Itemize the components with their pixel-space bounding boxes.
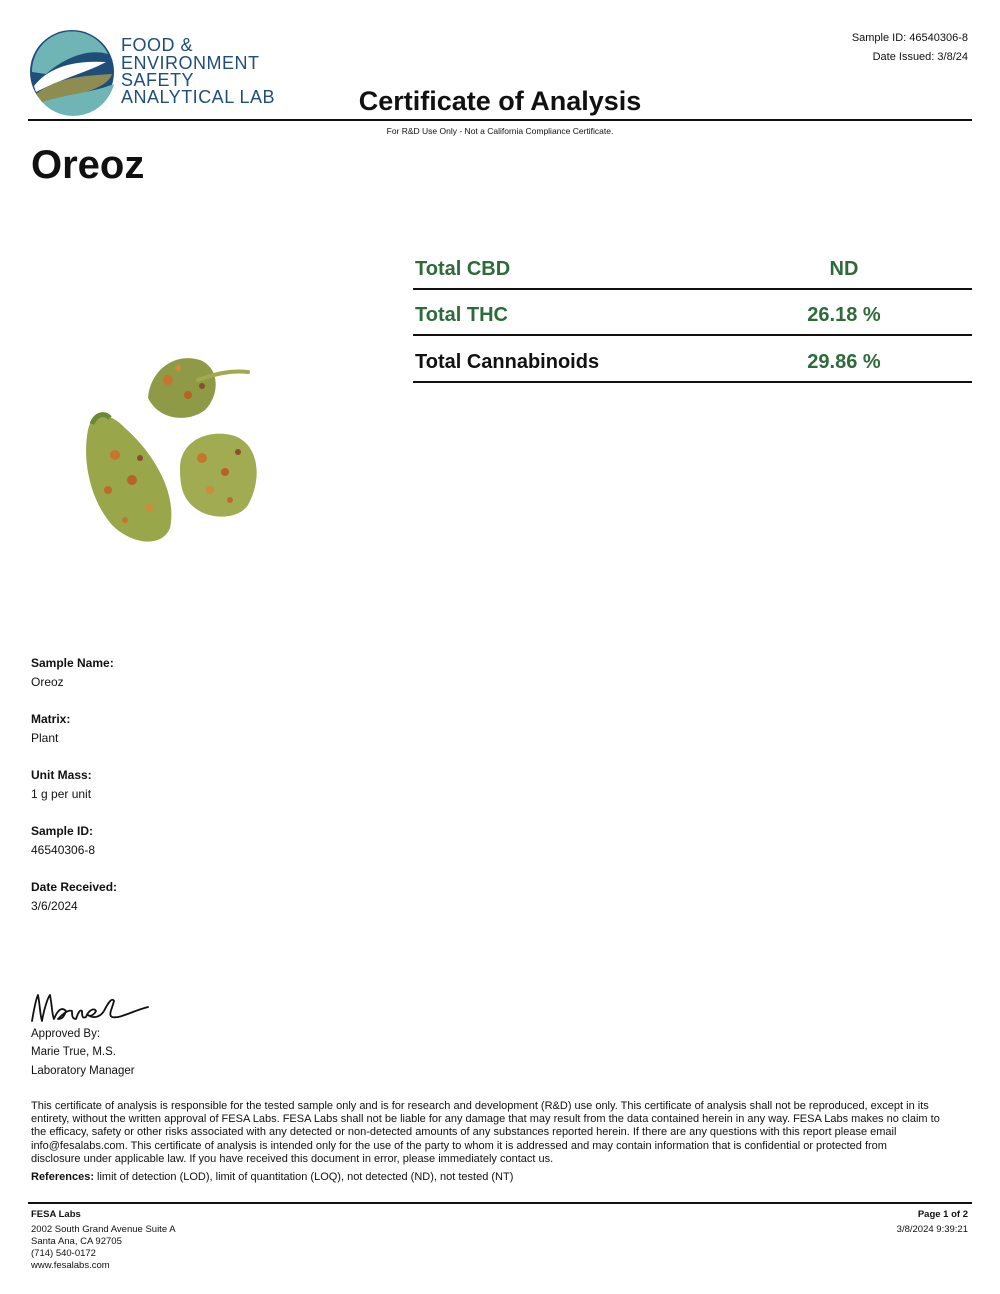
references-label: References: [31,1171,94,1183]
approved-by-label: Approved By: [31,1028,101,1040]
detail-value-unit-mass: 1 g per unit [31,787,92,801]
references [31,1171,971,1183]
page-title: Certificate of Analysis [358,86,642,116]
references-text: limit of detection (LOD), limit of quantitation (LOQ), not detected (ND), not tested (NT) [93,1171,514,1183]
report-timestamp: 3/8/2024 9:39:21 [896,1224,968,1235]
legal-disclaimer [31,1100,971,1166]
footer-company: FESA Labs [31,1209,81,1220]
footer-website-link[interactable]: www.fesalabs.com [31,1260,110,1271]
summary-value: 29.86 % [807,351,881,373]
summary-label: Total THC [415,304,508,326]
detail-value-sample-name: Oreoz [31,675,64,689]
footer-divider [28,1202,972,1204]
summary-row-total-thc [413,292,972,336]
signature [28,985,153,1030]
detail-value-sample-id: 46540306-8 [31,843,96,857]
cannabis-bud-right [180,434,257,517]
product-name: Oreoz [31,143,145,187]
logo-text-line-2: ENVIRONMENT [121,53,260,73]
footer-address-line: 2002 South Grand Avenue Suite A [31,1224,176,1235]
date-issued-header: Date Issued: 3/8/24 [872,51,968,63]
detail-label-matrix: Matrix: [31,712,71,726]
cannabis-bud-top [148,358,248,418]
legal-line: the efficacy, safety or other risks associated with any detected or non-detected amounts of any substances reported herein. If there are any questions with this report please email [31,1126,897,1139]
detail-value-date-received: 3/6/2024 [31,899,78,913]
legal-line: This certificate of analysis is responsible for the tested sample only and is for research and development (R&D) use only. This certificate of analysis shall not be reproduced, except in its [31,1100,929,1112]
detail-label-sample-name: Sample Name: [31,656,114,670]
header-divider [28,119,972,121]
compliance-disclaimer: For R&D Use Only - Not a California Compliance Certificate. [386,126,614,136]
page-number: Page 1 of 2 [917,1209,968,1220]
summary-value: ND [829,258,859,280]
legal-line: entirety, without the written approval of FESA Labs. FESA Labs shall not be liable for any damage that may result from the data contained herein in any way. FESA Labs makes no claim to [31,1113,940,1126]
product-photo [70,340,270,550]
approver-name: Marie True, M.S. [31,1046,116,1058]
detail-value-matrix: Plant [31,731,59,745]
detail-label-unit-mass: Unit Mass: [31,768,92,782]
logo-text-line-3: SAFETY [121,70,195,90]
summary-label: Total Cannabinoids [415,351,600,373]
cannabis-bud-left [86,415,171,542]
footer-address-line: Santa Ana, CA 92705 [31,1236,122,1247]
footer-phone: (714) 540-0172 [31,1248,96,1259]
detail-label-sample-id: Sample ID: [31,824,94,838]
detail-label-date-received: Date Received: [31,880,118,894]
summary-row-total-cbd [413,246,972,290]
sample-id-header: Sample ID: 46540306-8 [851,32,968,44]
summary-label: Total CBD [415,258,511,280]
legal-line: info@fesalabs.com. This certificate of analysis is intended only for the use of the party to whom it is addressed and may contain information that is confidential or protected from [31,1139,887,1152]
summary-row-total-cannabinoids [413,339,972,383]
logo-text-line-1: FOOD & [121,35,194,55]
summary-value: 26.18 % [807,304,881,326]
approver-role: Laboratory Manager [31,1065,135,1077]
legal-line: disclosure under applicable law. If you have received this document in error, please immediately contact us. [31,1152,554,1165]
logo-text-line-4: ANALYTICAL LAB [121,87,276,107]
